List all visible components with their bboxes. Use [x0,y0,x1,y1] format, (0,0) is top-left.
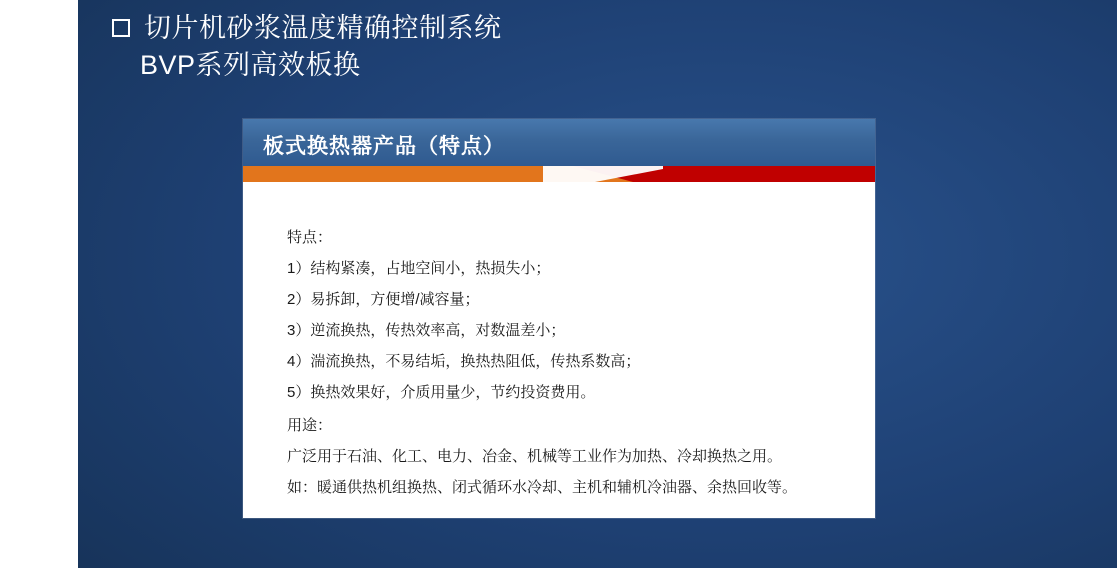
product-card [243,119,875,518]
feature-item-1: 1）结构紧凑，占地空间小，热损失小； [287,260,551,277]
feature-item-5: 5）换热效果好，介质用量少，节约投资费用。 [287,384,596,401]
features-label: 特点： [287,229,333,246]
slide-left-margin [0,0,78,582]
card-accent-rule [243,166,875,182]
card-header [243,119,875,166]
card-header-title: 板式换热器产品（特点） [263,135,505,158]
feature-item-4: 4）湍流换热，不易结垢，换热热阻低，传热系数高； [287,353,641,370]
usage-item-1: 广泛用于石油、化工、电力、冶金、机械等工业作为加热、冷却换热之用。 [287,448,783,465]
square-bullet-icon [112,19,130,37]
slide-bottom-margin [0,568,1117,582]
slide-title [112,10,912,84]
feature-item-3: 3）逆流换热，传热效率高，对数温差小； [287,322,566,339]
feature-item-2: 2）易拆卸，方便增/减容量； [287,291,480,308]
usage-label: 用途： [287,417,333,434]
usage-item-2: 如：暖通供热机组换热、闭式循环水冷却、主机和辅机冷油器、余热回收等。 [287,479,798,496]
title-line-2-text: BVP系列高效板换 [140,50,361,80]
title-line-1-text: 切片机砂浆温度精确控制系统 [144,13,502,43]
card-body [243,182,875,523]
title-line-1 [112,10,912,46]
